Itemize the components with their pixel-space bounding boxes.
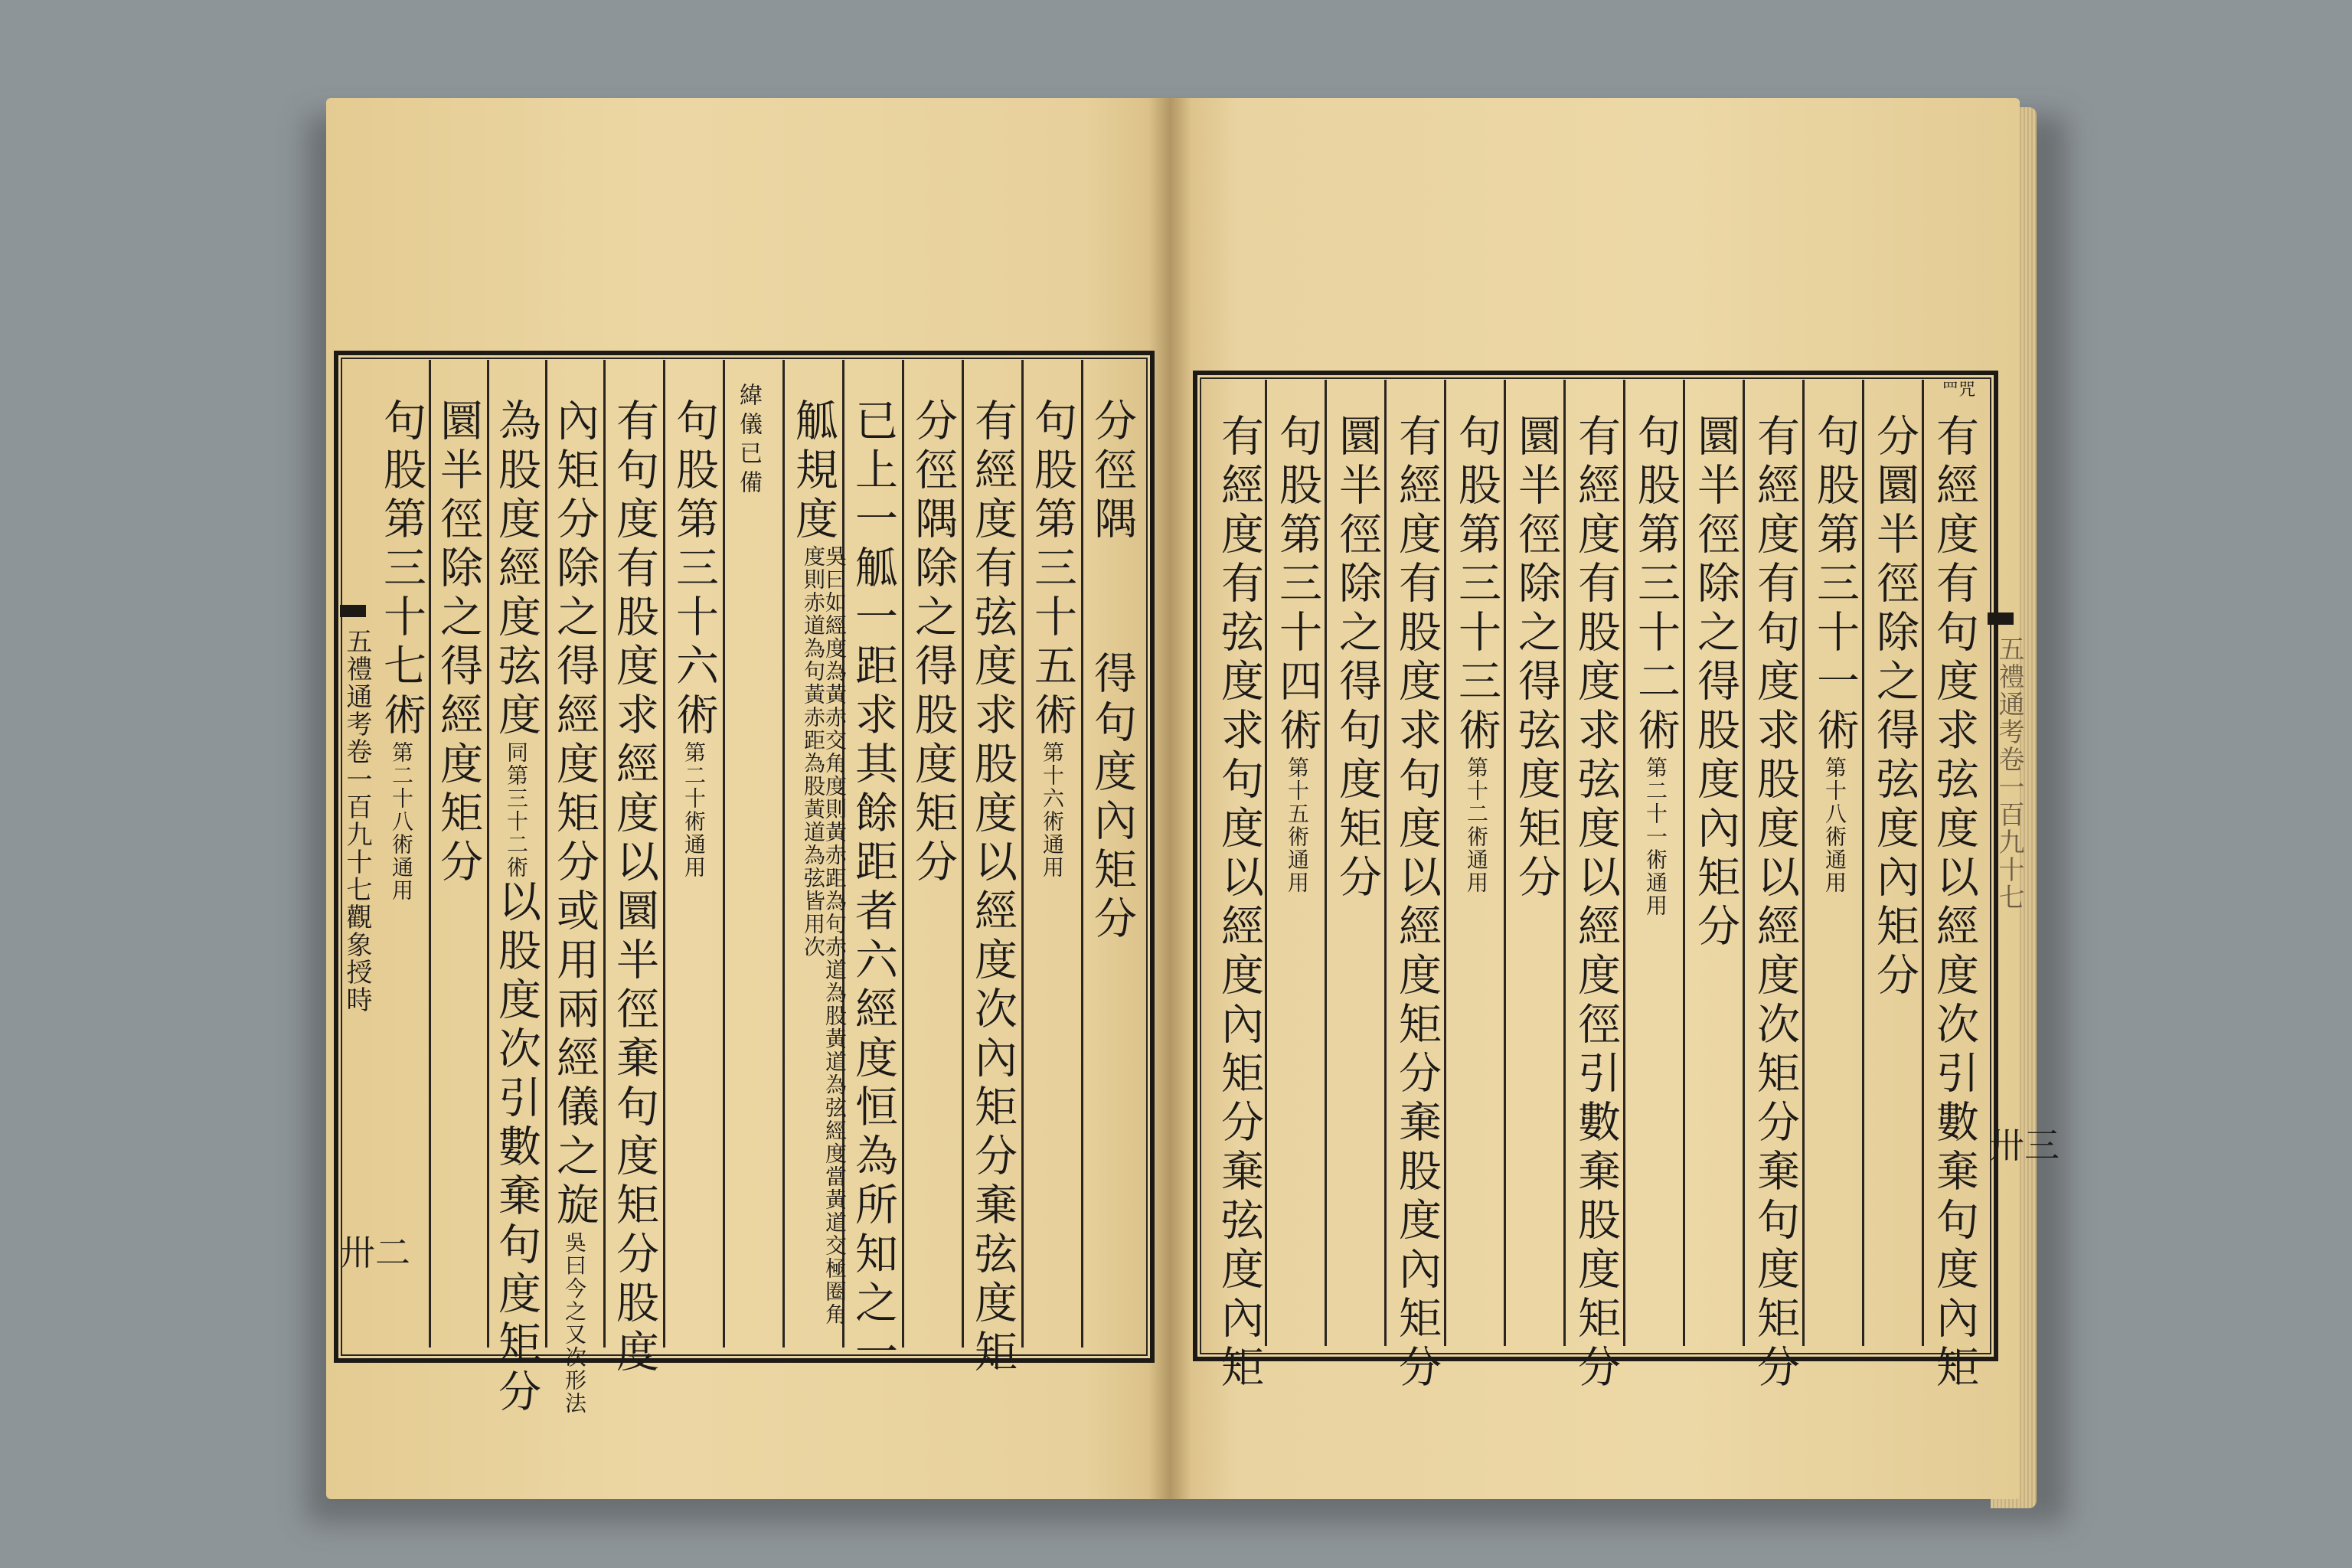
column-rule	[429, 360, 431, 1348]
text-column: 句股第三十四術第十五術通用	[1272, 413, 1322, 894]
text-column: 分徑隅除之得股度矩分	[908, 398, 958, 888]
text-column: 緯儀已備	[735, 383, 762, 499]
text-column: 句股第三十二術第二十一術通用	[1631, 413, 1681, 917]
text-column: 有句度有股度求經度以圜半徑棄句度矩分股度	[609, 398, 659, 1378]
column-rule	[1504, 380, 1506, 1346]
column-rule	[1922, 380, 1924, 1346]
column-rule	[962, 360, 964, 1348]
column-rule	[1325, 380, 1327, 1346]
right-folio: 卅三	[1989, 1125, 2060, 1166]
column-rule	[1623, 380, 1625, 1346]
book-gutter	[1148, 98, 1191, 1499]
right-heart-title: 五禮通考卷一百九十七	[1994, 635, 2024, 911]
text-column: 有經度有股度求弦度以經度徑引數棄股度矩分	[1571, 413, 1621, 1393]
column-rule	[603, 360, 606, 1348]
annotation: 同第三十二術	[504, 741, 529, 879]
annotation: 吳曰如經度為黃赤交角度則黃赤距為句赤道為股黃道為弦經度當黃道交極圈角度則赤道為句黃赤距為股黃道為弦皆用次	[801, 545, 848, 1326]
column-rule	[1683, 380, 1685, 1346]
fishtail-mark-right	[1988, 612, 2014, 625]
text-column: 有經度有股度求句度以經度矩分棄股度內矩分	[1392, 413, 1442, 1393]
text-column: 得句度內矩分	[1087, 651, 1137, 945]
text-column: 句股第三十五術第十六術通用	[1027, 398, 1077, 879]
text-column: 句股第三十一術第十八術通用	[1810, 413, 1860, 894]
column-rule	[1743, 380, 1745, 1346]
text-column: 句股第三十三術第十二術通用	[1452, 413, 1501, 894]
text-column: 圜半徑除之得句度矩分	[1332, 413, 1382, 903]
column-rule	[1862, 380, 1864, 1346]
text-column: 句股第三十七術第二十八術通用	[377, 398, 426, 902]
column-rule	[1384, 380, 1387, 1346]
left-heart-title: 五禮通考卷一百九十七觀象授時	[341, 628, 372, 1014]
column-rule	[1802, 380, 1805, 1346]
column-rule	[487, 360, 489, 1348]
column-rule	[902, 360, 904, 1348]
column-rule	[545, 360, 547, 1348]
annotation: 吳曰今之又次形法	[562, 1231, 587, 1415]
annotation: 第二十一術通用	[1643, 756, 1668, 917]
column-rule	[723, 360, 725, 1348]
annotation: 第十二術通用	[1464, 756, 1489, 894]
text-column: 為股度經度弦度同第三十二術以股度次引數棄句度矩分	[492, 398, 541, 1418]
text-column: 內矩分除之得經度矩分或用兩經儀之旋吳曰今之又次形法	[550, 398, 599, 1415]
annotation: 第二十術通用	[681, 741, 707, 879]
text-column: 分徑隅	[1087, 398, 1137, 545]
annotation: 第十六術通用	[1040, 741, 1065, 879]
annotation: 第十五術通用	[1285, 756, 1310, 894]
text-column: 有經度有弦度求句度以經度內矩分棄弦度內矩	[1214, 413, 1264, 1393]
corner-mark: 罒咒	[1942, 381, 1976, 400]
column-rule	[663, 360, 665, 1348]
text-column: 有經度有句度求弦度以經度次引數棄句度內矩	[1929, 413, 1979, 1393]
column-rule	[782, 360, 785, 1348]
text-column: 分圜半徑除之得弦度內矩分	[1870, 413, 1919, 1001]
text-column: 圜半徑除之得經度矩分	[433, 398, 483, 888]
column-rule	[1021, 360, 1024, 1348]
fishtail-mark-left	[340, 605, 366, 617]
text-column: 已上一觚一距求其餘距者六經度恒為所知之一	[848, 398, 898, 1378]
column-rule	[1081, 360, 1083, 1348]
text-column: 有經度有句度求股度以經度次矩分棄句度矩分	[1750, 413, 1800, 1393]
left-folio: 卅二	[340, 1232, 410, 1273]
text-column: 圜半徑除之得弦度矩分	[1511, 413, 1561, 903]
annotation: 第十八術通用	[1822, 756, 1847, 894]
text-column: 句股第三十六術第二十術通用	[669, 398, 719, 879]
column-rule	[1563, 380, 1566, 1346]
annotation: 第二十八術通用	[389, 741, 414, 902]
text-column: 有經度有弦度求股度以經度次內矩分棄弦度矩	[968, 398, 1018, 1378]
column-rule	[1444, 380, 1446, 1346]
column-rule	[1265, 380, 1267, 1346]
text-column: 觚規度吳曰如經度為黃赤交角度則黃赤距為句赤道為股黃道為弦經度當黃道交極圈角度則赤道為句黃赤距為股黃道為弦皆用次	[792, 398, 845, 1334]
text-column: 圜半徑除之得股度內矩分	[1690, 413, 1740, 952]
